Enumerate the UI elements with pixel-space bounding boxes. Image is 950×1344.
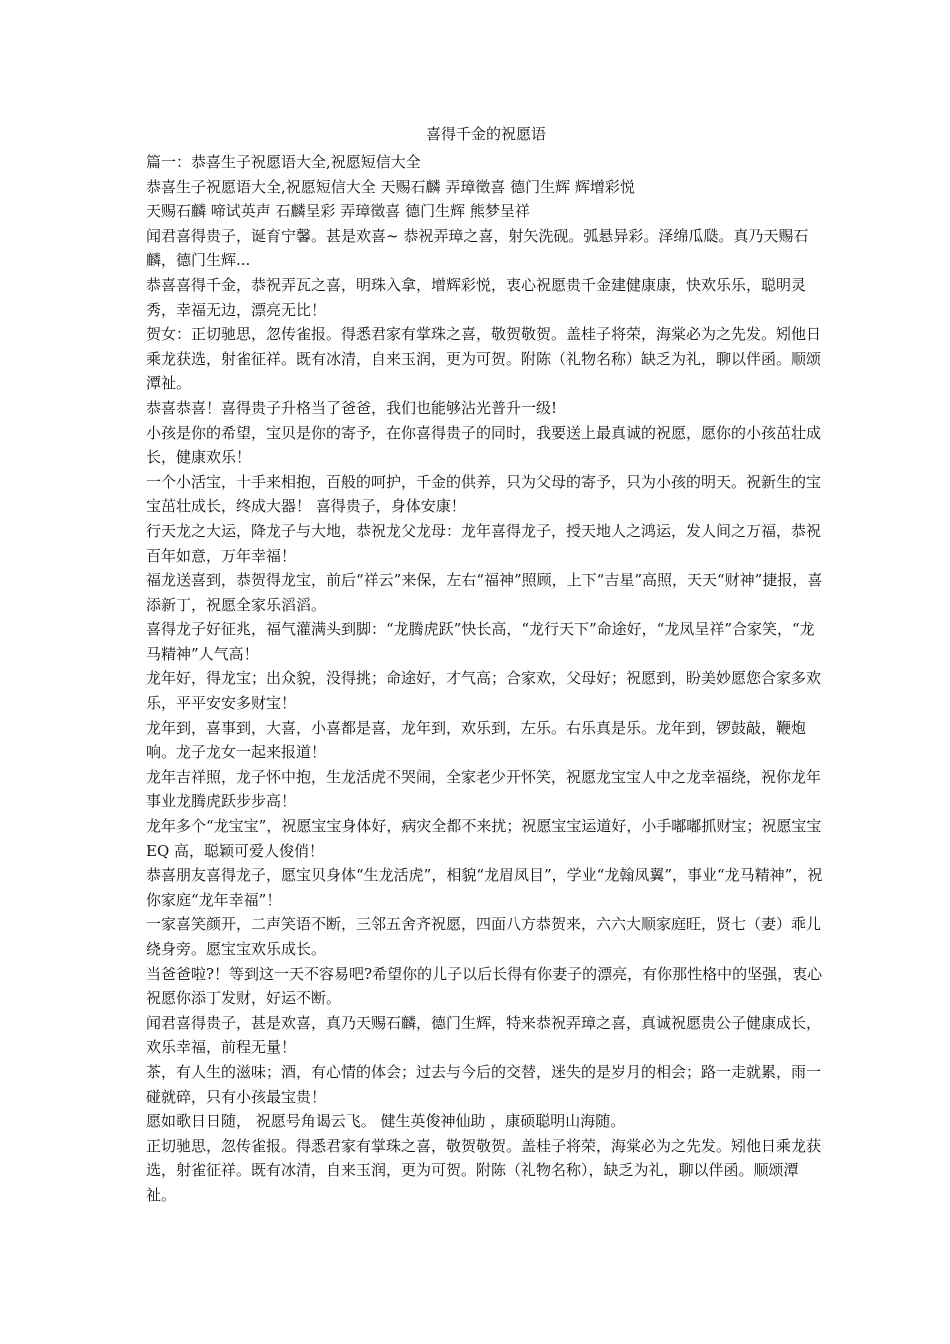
document-title: 喜得千金的祝愿语 — [425, 125, 546, 143]
paragraph: 喜得龙子好征兆，福气灌满头到脚：“龙腾虎跃”快长高，“龙行天下”命途好，“龙凤呈祥”合家笑，“龙马精神”人气高！ — [146, 620, 815, 663]
paragraph: 天赐石麟 啼试英声 石麟呈彩 弄璋徵喜 德门生辉 熊梦呈祥 — [146, 202, 530, 221]
paragraph: 恭喜喜得千金，恭祝弄瓦之喜，明珠入拿，增辉彩悦，衷心祝愿贵千金建健康康，快欢乐乐，聪明灵秀，幸福无边，漂亮无比！ — [146, 275, 807, 319]
paragraph: 行天龙之大运，降龙子与大地，恭祝龙父龙母：龙年喜得龙子，授天地人之鸿运，发人间之万福，恭祝百年如意，万年幸福！ — [146, 521, 822, 565]
document-page — [146, 124, 826, 1208]
paragraph: 恭喜恭喜！喜得贵子升格当了爸爸，我们也能够沾光普升一级! — [146, 398, 558, 417]
paragraph: 恭喜朋友喜得龙子，愿宝贝身体“生龙活虎”，相貌“龙眉凤目”，学业“龙翰凤翼”，事业“龙马精神”，祝你家庭“龙年幸福”！ — [146, 866, 823, 909]
paragraph: 贺女：正切驰思，忽传雀报。得悉君家有掌珠之喜，敬贺敬贺。盖桂子将荣，海棠必为之先发。矧他日乘龙获选，射雀征祥。既有冰清，自来玉润，更为可贺。附陈（礼物名称）缺乏为礼，聊以伴函。顺颂潭祉。 — [146, 325, 822, 393]
paragraph: 小孩是你的希望，宝贝是你的寄予，在你喜得贵子的同时，我要送上最真诚的祝愿，愿你的小孩茁壮成长，健康欢乐！ — [146, 423, 822, 467]
paragraph: 闻君喜得贵子，甚是欢喜，真乃天赐石麟，德门生辉，特来恭祝弄璋之喜，真诚祝愿贵公子健康成长，欢乐幸福，前程无量！ — [146, 1013, 822, 1057]
paragraph: 龙年多个“龙宝宝”，祝愿宝宝身体好，病灾全都不来扰；祝愿宝宝运道好，小手嘟嘟抓财宝；祝愿宝宝 EQ 高，聪颖可爱人俊俏！ — [146, 817, 822, 860]
paragraph: 龙年到，喜事到，大喜，小喜都是喜，龙年到，欢乐到，左乐。右乐真是乐。龙年到，锣鼓敲，鞭炮响。龙子龙女一起来报道！ — [146, 718, 807, 762]
paragraph: 愿如歌日日随， 祝愿号角谒云飞。 健生英俊神仙助 ，康硕聪明山海随。 — [146, 1112, 626, 1131]
paragraph: 篇一：恭喜生子祝愿语大全,祝愿短信大全 — [146, 153, 421, 171]
paragraph: 福龙送喜到，恭贺得龙宝，前后“祥云”来保，左右“福神”照顾，上下“吉星”高照，天天“财神”捷报，喜添新丁，祝愿全家乐滔滔。 — [146, 571, 823, 614]
paragraph: 茶，有人生的滋味；酒，有心情的体会；过去与今后的交替，迷失的是岁月的相会；路一走就累，雨一碰就碎，只有小孩最宝贵！ — [146, 1062, 822, 1106]
paragraph: 当爸爸啦?！等到这一天不容易吧?希望你的儿子以后长得有你妻子的漂亮，有你那性格中的坚强，衷心祝愿你添丁发财，好运不断。 — [146, 964, 823, 1008]
paragraph: 恭喜生子祝愿语大全,祝愿短信大全 天赐石麟 弄璋徵喜 德门生辉 辉增彩悦 — [146, 177, 635, 196]
paragraph: 龙年好，得龙宝；出众貌，没得挑；命途好，才气高；合家欢，父母好；祝愿到，盼美妙愿您合家多欢乐，平平安安多财宝！ — [146, 669, 822, 713]
paragraph: 正切驰思，忽传雀报。得悉君家有掌珠之喜，敬贺敬贺。盖桂子将荣，海棠必为之先发。矧他日乘龙获选，射雀征祥。既有冰清，自来玉润，更为可贺。附陈（礼物名称），缺乏为礼，聊以伴函。顺颂潭祉。 — [146, 1136, 822, 1204]
document-body — [146, 150, 826, 1208]
paragraph: 龙年吉祥照，龙子怀中抱，生龙活虎不哭闹，全家老少开怀笑，祝愿龙宝宝人中之龙幸福绕，祝你龙年事业龙腾虎跃步步高！ — [146, 767, 822, 811]
paragraph: 一个小活宝，十手来相抱，百般的呵护，千金的供养，只为父母的寄予，只为小孩的明天。祝新生的宝宝茁壮成长，终成大器！ 喜得贵子，身体安康！ — [146, 472, 822, 516]
paragraph: 一家喜笑颜开，二声笑语不断，三邻五舍齐祝愿，四面八方恭贺来，六六大顺家庭旺，贤七（妻）乖儿绕身旁。愿宝宝欢乐成长。 — [146, 915, 822, 958]
paragraph: 闻君喜得贵子，诞育宁馨。甚是欢喜~ 恭祝弄璋之喜，射矢洗砚。弧悬异彩。泽绵瓜瓞。真乃天赐石麟，德门生辉... — [146, 226, 809, 270]
